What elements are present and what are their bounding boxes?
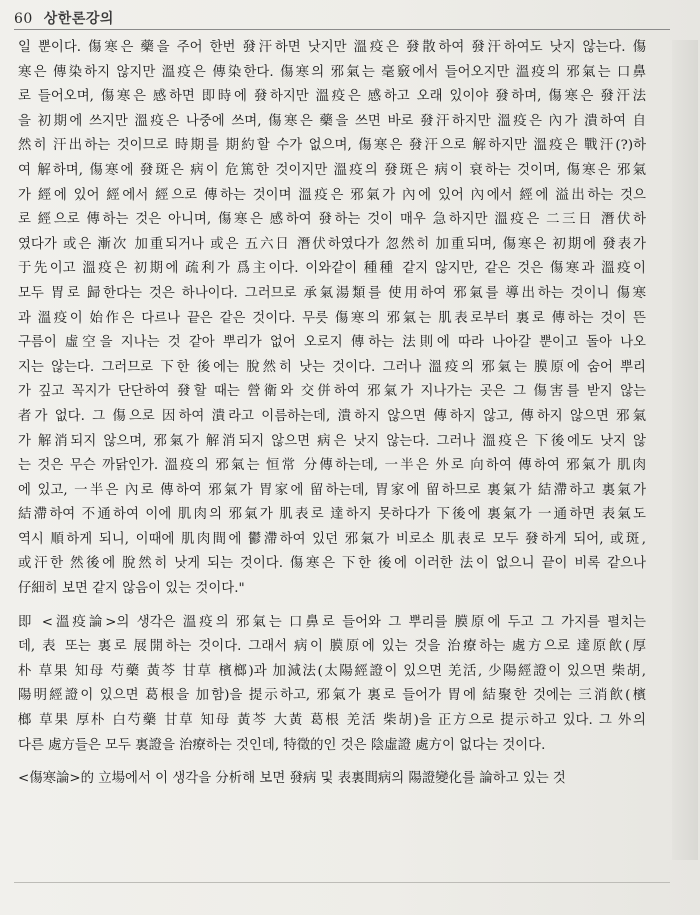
text-line: 寒은 傳染하지 않지만 溫疫은 傳染한다. 傷寒의 邪氣는 毫竅에서 들어오지만 溫疫의 邪氣는 口鼻 [18, 64, 646, 80]
text-line: 仔細히 보면 같지 않음이 있는 것이다." [18, 581, 245, 597]
text-line: 다른 處方들은 모두 裏證을 治療하는 것인데, 特徵的인 것은 陰虛證 處方이 없다는 것이다. [18, 737, 546, 753]
text-line: 結滯하여 不通하여 이에 肌肉의 邪氣가 肌表로 達하지 못하다가 下後에 裏氣가 一通하면 表氣도 [18, 507, 646, 523]
text-line: 로 들어오며, 傷寒은 感하면 即時에 發하지만 溫疫은 感하고 오래 있이야 發하며, 傷寒은 發汗法 [18, 89, 646, 105]
paragraph-gap [18, 758, 646, 767]
text-line: 는 것은 무슨 까닭인가. 溫疫의 邪氣는 恒常 分傳하는데, 一半은 外로 向하여 傳하여 邪氣가 肌肉 [18, 458, 646, 474]
running-head [14, 8, 114, 28]
text-line: 구름이 虛空을 지나는 것 같아 뿌리가 없어 오로지 傳하는 法則에 따라 나아갈 뿐이고 돌아 나오 [18, 335, 646, 351]
text-line: 陽明經證이 있으면 葛根을 加함)을 提示하고, 邪氣가 裏로 들어가 胃에 結聚한 것에는 三消飮(檳 [18, 688, 646, 704]
text-line: 에 있고, 一半은 內로 傳하여 邪氣가 胃家에 留하는데, 胃家에 留하므로 裏氣가 結滯하고 裏氣가 [18, 482, 646, 498]
page-number: 60 [14, 11, 33, 27]
text-line: 即 <溫疫論>의 생각은 溫疫의 邪氣는 口鼻로 들어와 그 뿌리를 膜原에 두고 그 가지를 펼치는 [18, 614, 646, 630]
text-line: 然히 汗出하는 것이므로 時期를 期約할 수가 없으며, 傷寒은 發汗으로 解하지만 溫疫은 戰汗(?)하 [18, 138, 646, 154]
text-line: 을 初期에 쓰지만 溫疫은 나중에 쓰며, 傷寒은 藥을 쓰면 바로 發汗하지만 溫疫은 內가 潰하여 自 [18, 113, 646, 129]
text-line: 여 解하며, 傷寒에 發斑은 病이 危篤한 것이지만 溫疫의 發斑은 病이 衰하는 것이며, 傷寒은 邪氣 [18, 162, 646, 178]
text-line: 榔 草果 厚朴 白芍藥 甘草 知母 黃芩 大黃 葛根 羌活 柴胡)을 正方으로 提示하고 있다. 그 外의 [18, 713, 646, 729]
paragraph [18, 36, 646, 602]
body-text [18, 36, 646, 792]
text-line: 가 解消되지 않으며, 邪氣가 解消되지 않으면 病은 낫지 않는다. 그러나 溫疫은 下後에도 낫지 않 [18, 433, 646, 449]
text-line: 일 뿐이다. 傷寒은 藥을 주어 한번 發汗하면 낫지만 溫疫은 發散하여 發汗하여도 낫지 않는다. 傷 [18, 40, 646, 55]
text-line: 朴 草果 知母 芍藥 黃芩 甘草 檳榔)과 加減法(太陽經證이 있으면 羌活, 少陽經證이 있으면 柴胡, [18, 663, 646, 679]
text-line: 역시 順하게 되니, 이때에 肌肉間에 鬱滯하여 있던 邪氣가 비로소 肌表로 모두 發하게 되어, 或斑, [18, 531, 646, 547]
text-line: 로 經으로 傳하는 것은 아니며, 傷寒은 感하여 發하는 것이 매우 急하지만 溫疫은 二三日 潛伏하 [18, 212, 646, 228]
text-line: 가 깊고 꼭지가 단단하여 發할 때는 營衛와 交併하여 邪氣가 지나가는 곳은 그 傷害를 받지 않는 [18, 384, 646, 400]
paragraph [18, 611, 646, 759]
text-line: 或汗한 然後에 脫然히 낫게 되는 것이다. 傷寒은 下한 後에 이러한 法이 없으니 끝이 비록 같으나 [18, 556, 646, 572]
text-line: 者가 없다. 그 傷으로 因하여 潰라고 이름하는데, 潰하지 않으면 傳하지 않고, 傳하지 않으면 邪氣 [18, 408, 646, 424]
text-line: 데, 表 또는 裏로 展開하는 것이다. 그래서 病이 膜原에 있는 것을 治療하는 處方으로 達原飮(厚 [18, 639, 646, 655]
footer-rule [14, 882, 670, 883]
page-edge-shadow [672, 40, 698, 860]
paragraph [18, 767, 646, 792]
text-line: 과 溫疫이 始作은 다르나 끝은 같은 것이다. 무릇 傷寒의 邪氣는 肌表로부터 裏로 傳하는 것이 뜬 [18, 310, 646, 326]
text-line: <傷寒論>的 立場에서 이 생각을 分析해 보면 發病 및 表裏間病의 陽證變化를 論하고 있는 것 [18, 771, 566, 787]
text-line: 모두 胃로 歸한다는 것은 하나이다. 그러므로 承氣湯類를 使用하여 邪氣를 導出하는 것이니 傷寒 [18, 285, 646, 301]
paragraph-gap [18, 602, 646, 611]
text-line: 지는 않는다. 그러므로 下한 後에는 脫然히 낫는 것이다. 그러나 溫疫의 邪氣는 膜原에 숨어 뿌리 [18, 359, 646, 375]
text-line: 가 經에 있어 經에서 經으로 傳하는 것이며 溫疫은 邪氣가 內에 있어 內에서 經에 溢出하는 것으 [18, 187, 646, 203]
header-rule [14, 29, 670, 30]
text-line: 于先이고 溫疫은 初期에 疏利가 爲主이다. 이와같이 種種 같지 않지만, 같은 것은 傷寒과 溫疫이 [18, 261, 646, 277]
text-line: 였다가 或은 漸次 加重되거나 或은 五六日 潛伏하였다가 忽然히 加重되며, 傷寒은 初期에 發表가 [18, 236, 646, 252]
running-title: 상한론강의 [43, 11, 114, 27]
